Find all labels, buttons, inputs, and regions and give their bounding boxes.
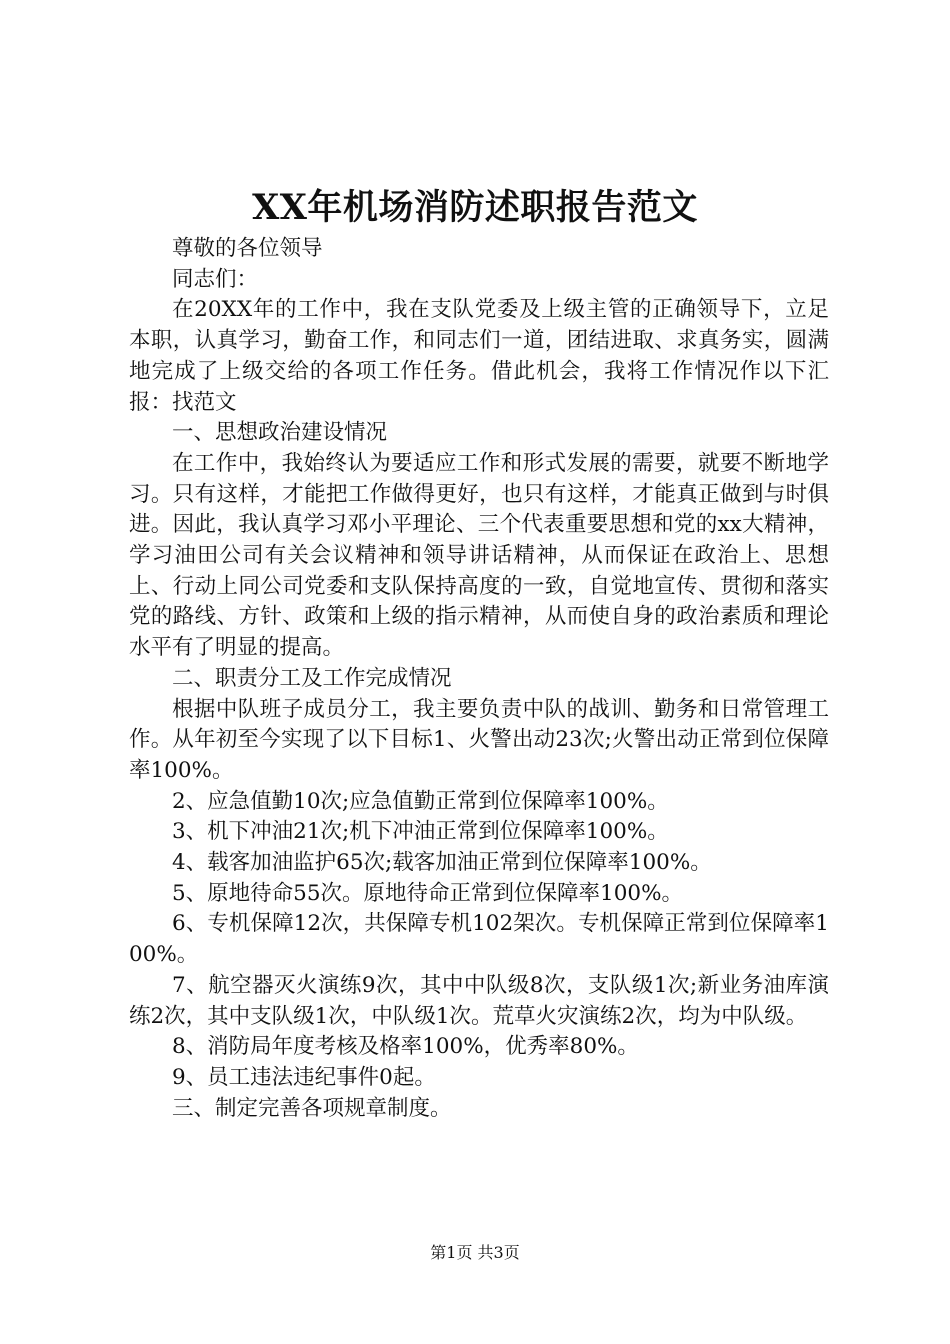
list-item-9: 9、员工违法违纪事件0起。	[172, 1064, 436, 1090]
list-item-4: 4、载客加油监护65次;载客加油正常到位保障率100%。	[172, 850, 712, 876]
salutation-comrades: 同志们：	[172, 266, 259, 292]
list-item-3: 3、机下冲油21次;机下冲油正常到位保障率100%。	[172, 819, 669, 845]
intro-paragraph: 在20XX年的工作中，我在支队党委及上级主管的正确领导下，立足本职，认真学习，勤奋工作，和同志们一道，团结进取、求真务实，圆满地完成了上级交给的各项工作任务。借此机会，我将工作情况作以下汇报：找范文	[129, 297, 829, 415]
list-item-7: 7、航空器灭火演练9次，其中中队级8次，支队级1次;新业务油库演练2次，其中支队级1次，中队级1次。荒草火灾演练2次，均为中队级。	[129, 972, 829, 1029]
section-1-paragraph: 在工作中，我始终认为要适应工作和形式发展的需要，就要不断地学习。只有这样，才能把工作做得更好，也只有这样，才能真正做到与时俱进。因此，我认真学习邓小平理论、三个代表重要思想和党的xx大精神，学习油田公司有关会议精神和领导讲话精神，从而保证在政治上、思想上、行动上同公司党委和支队保持高度的一致，自觉地宣传、贯彻和落实党的路线、方针、政策和上级的指示精神，从而使自身的政治素质和理论水平有了明显的提高。	[129, 450, 829, 661]
page-footer: 第1页 共3页	[430, 1243, 520, 1262]
salutation-leaders: 尊敬的各位领导	[172, 236, 323, 261]
document-body	[129, 234, 829, 1124]
list-item-5: 5、原地待命55次。原地待命正常到位保障率100%。	[172, 880, 684, 906]
section-heading-1: 一、思想政治建设情况	[172, 420, 388, 446]
section-heading-3: 三、制定完善各项规章制度。	[172, 1095, 452, 1121]
list-item-8: 8、消防局年度考核及格率100%，优秀率80%。	[172, 1034, 639, 1060]
document-title: XX年机场消防述职报告范文	[252, 187, 698, 228]
list-item-6: 6、专机保障12次，共保障专机102架次。专机保障正常到位保障率100%。	[129, 911, 829, 968]
section-heading-2: 二、职责分工及工作完成情况	[172, 665, 452, 691]
list-item-2: 2、应急值勤10次;应急值勤正常到位保障率100%。	[172, 788, 669, 814]
section-2-paragraph: 根据中队班子成员分工，我主要负责中队的战训、勤务和日常管理工作。从年初至今实现了以下目标1、火警出动23次;火警出动正常到位保障率100%。	[129, 696, 829, 783]
